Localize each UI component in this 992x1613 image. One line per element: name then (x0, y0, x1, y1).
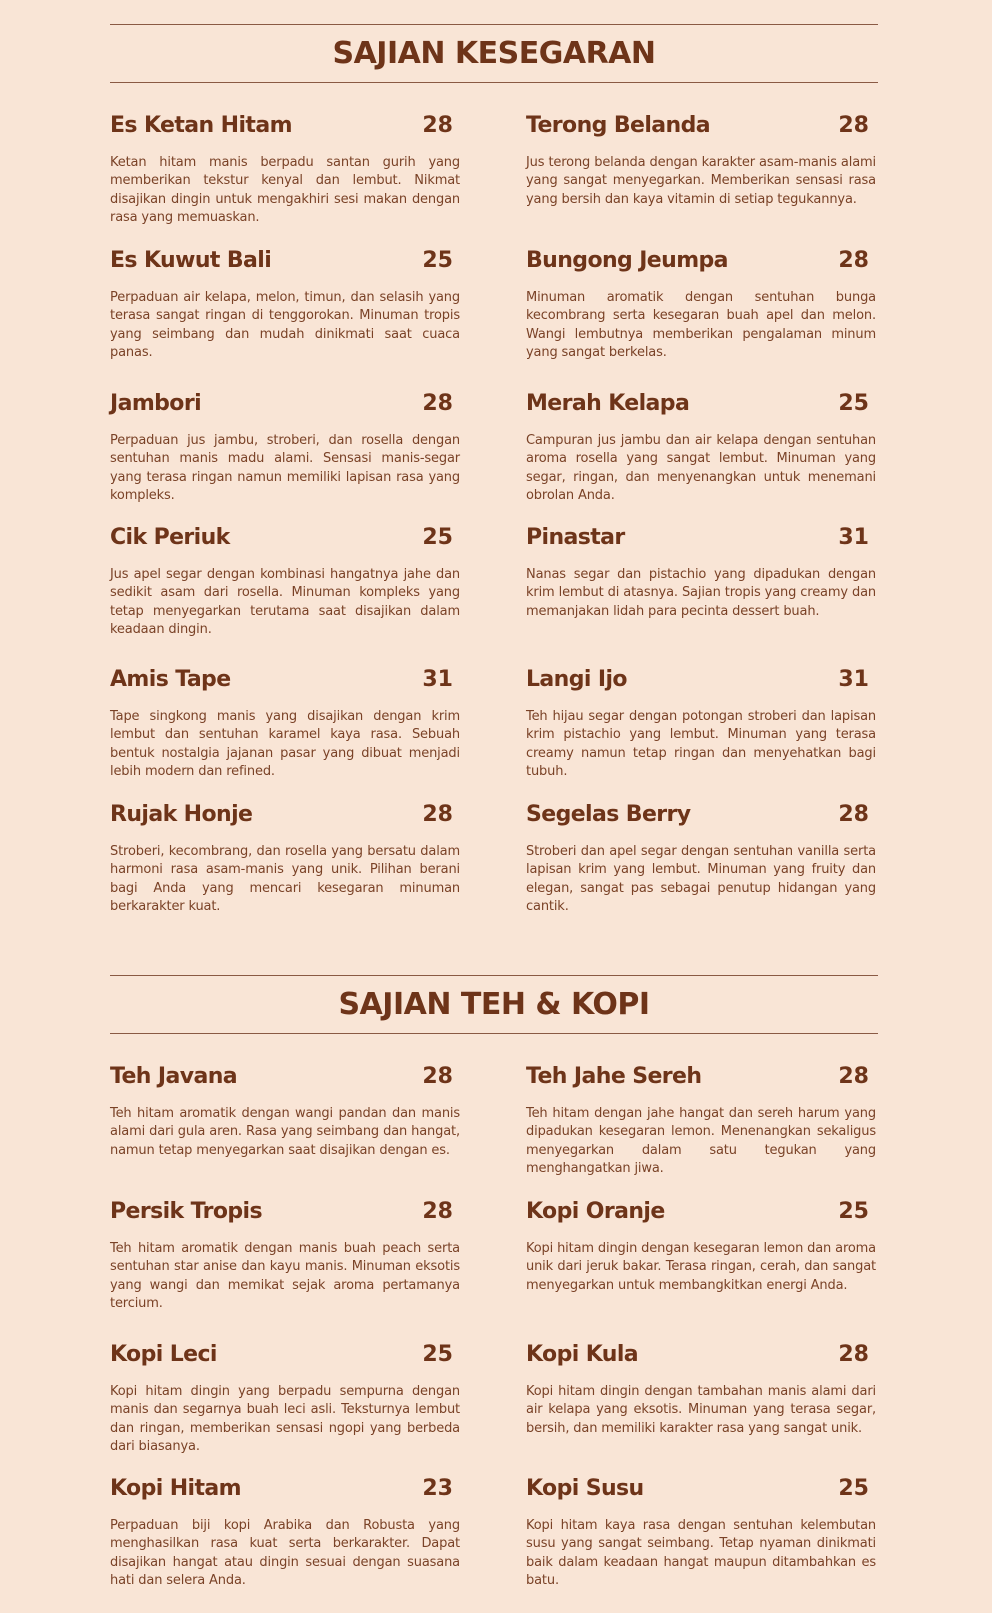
menu-item-price: 25 (838, 1476, 869, 1501)
menu-item-header (526, 1342, 869, 1375)
menu-item-es-ketan-hitam (110, 113, 460, 228)
menu-item-price: 28 (422, 802, 453, 827)
section-sajian-kesegaran (110, 24, 878, 915)
section-heading: SAJIAN TEH & KOPI (338, 987, 650, 1022)
menu-item-header (110, 1476, 453, 1509)
menu-item-price: 25 (422, 1342, 453, 1367)
menu-item-price: 28 (422, 391, 453, 416)
menu-item-name: Jambori (110, 391, 202, 416)
menu-item-description: Minuman aromatik dengan sentuhan bunga kecombrang serta kesegaran buah apel dan melon. Wangi lembutnya memberikan pengalaman minum yang sangat berkelas. (526, 290, 876, 361)
menu-item-price: 31 (422, 667, 453, 692)
menu-item-header (110, 667, 453, 700)
menu-item-description: Perpaduan air kelapa, melon, timun, dan selasih yang terasa sangat ringan di tenggorokan. Minuman tropis yang seimbang dan mudah dinikmati saat cuaca panas. (110, 290, 460, 361)
menu-item-kopi-hitam (110, 1476, 460, 1591)
menu-item-description: Kopi hitam dingin dengan tambahan manis alami dari air kelapa yang eksotis. Minuman yang terasa segar, bersih, dan memiliki karakter rasa yang sangat unik. (526, 1384, 876, 1436)
menu-item-description: Nanas segar dan pistachio yang dipadukan dengan krim lembut di atasnya. Sajian tropis yang creamy dan memanjakan lidah para pecinta dessert buah. (526, 567, 876, 619)
menu-item-terong-belanda (526, 113, 876, 209)
menu-item-name: Pinastar (526, 525, 625, 550)
menu-item-jambori (110, 391, 460, 506)
menu-item-cik-periuk (110, 525, 460, 640)
menu-item-price: 28 (422, 1199, 453, 1224)
menu-item-name: Langi Ijo (526, 667, 627, 692)
menu-item-description: Jus apel segar dengan kombinasi hangatnya jahe dan sedikit asam dari rosella. Minuman kompleks yang tetap menyegarkan terutama saat disajikan dalam keadaan dingin. (110, 567, 460, 638)
menu-item-name: Rujak Honje (110, 802, 253, 827)
menu-item-header (526, 1476, 869, 1509)
menu-item-description: Perpaduan jus jambu, stroberi, dan rosella dengan sentuhan manis madu alami. Sensasi manis-segar yang terasa ringan namun memiliki lapisan rasa yang kompleks. (110, 433, 460, 504)
section-heading-bar (110, 975, 878, 1034)
menu-item-pinastar (526, 525, 876, 621)
menu-item-description: Teh hijau segar dengan potongan stroberi dan lapisan krim pistachio yang lembut. Minuman yang terasa creamy namun tetap ringan dan menyehatkan bagi tubuh. (526, 709, 876, 780)
menu-item-name: Cik Periuk (110, 525, 230, 550)
menu-item-header (526, 1199, 869, 1232)
menu-item-price: 28 (838, 802, 869, 827)
menu-item-name: Kopi Oranje (526, 1199, 665, 1224)
menu-item-description: Kopi hitam dingin yang berpadu sempurna dengan manis dan segarnya buah leci asli. Teksturnya lembut dan ringan, memberikan sensasi ngopi yang berbeda dari biasanya. (110, 1384, 460, 1455)
menu-item-name: Teh Javana (110, 1064, 238, 1089)
menu-item-teh-javana (110, 1064, 460, 1160)
menu-item-name: Segelas Berry (526, 802, 691, 827)
menu-item-description: Teh hitam aromatik dengan manis buah peach serta sentuhan star anise dan kayu manis. Minuman eksotis yang wangi dan memikat sejak aroma pertamanya tercium. (110, 1241, 460, 1312)
menu-item-name: Teh Jahe Sereh (526, 1064, 702, 1089)
menu-item-merah-kelapa (526, 391, 876, 506)
menu-item-name: Amis Tape (110, 667, 231, 692)
menu-item-price: 25 (422, 525, 453, 550)
menu-item-header (526, 1064, 869, 1097)
menu-item-description: Tape singkong manis yang disajikan dengan krim lembut dan sentuhan karamel kaya rasa. Sebuah bentuk nostalgia jajanan pasar yang dibuat menjadi lebih modern dan refined. (110, 709, 460, 780)
menu-item-description: Teh hitam dengan jahe hangat dan sereh harum yang dipadukan kesegaran lemon. Menenangkan sekaligus menyegarkan dalam satu tegukan yang menghangatkan jiwa. (526, 1106, 876, 1177)
menu-item-name: Merah Kelapa (526, 391, 690, 416)
section-heading: SAJIAN KESEGARAN (332, 36, 656, 71)
menu-item-header (526, 802, 869, 835)
menu-item-description: Stroberi dan apel segar dengan sentuhan vanilla serta lapisan krim yang lembut. Minuman yang fruity dan elegan, sangat pas sebagai penutup hidangan yang cantik. (526, 844, 876, 915)
menu-item-rujak-honje (110, 802, 460, 917)
menu-item-description: Campuran jus jambu dan air kelapa dengan sentuhan aroma rosella yang sangat lembut. Minuman yang segar, ringan, dan menyenangkan untuk menemani obrolan Anda. (526, 433, 876, 504)
menu-item-segelas-berry (526, 802, 876, 917)
menu-item-price: 31 (838, 525, 869, 550)
menu-item-price: 28 (838, 1064, 869, 1089)
menu-item-name: Es Ketan Hitam (110, 113, 292, 138)
menu-item-description: Stroberi, kecombrang, dan rosella yang bersatu dalam harmoni rasa asam-manis yang unik. Pilihan berani bagi Anda yang mencari kesegaran minuman berkarakter kuat. (110, 844, 460, 915)
menu-item-price: 23 (422, 1476, 453, 1501)
menu-item-description: Jus terong belanda dengan karakter asam-manis alami yang sangat menyegarkan. Memberikan sensasi rasa yang bersih dan kaya vitamin di setiap tegukannya. (526, 155, 876, 207)
menu-item-price: 31 (838, 667, 869, 692)
menu-item-amis-tape (110, 667, 460, 782)
menu-item-name: Kopi Kula (526, 1342, 639, 1367)
menu-item-langi-ijo (526, 667, 876, 782)
menu-item-es-kuwut-bali (110, 248, 460, 363)
menu-item-kopi-oranje (526, 1199, 876, 1295)
menu-item-header (526, 525, 869, 558)
menu-item-name: Terong Belanda (526, 113, 710, 138)
menu-item-name: Kopi Hitam (110, 1476, 241, 1501)
menu-item-name: Es Kuwut Bali (110, 248, 272, 273)
menu-item-price: 28 (838, 248, 869, 273)
menu-item-header (110, 113, 453, 146)
menu-item-header (110, 248, 453, 281)
menu-item-price: 25 (838, 391, 869, 416)
menu-item-header (526, 113, 869, 146)
menu-item-header (526, 391, 869, 424)
menu-item-description: Ketan hitam manis berpadu santan gurih yang memberikan tekstur kenyal dan lembut. Nikmat disajikan dingin untuk mengakhiri sesi makan dengan rasa yang memuaskan. (110, 155, 460, 226)
menu-item-name: Kopi Leci (110, 1342, 217, 1367)
menu-item-kopi-leci (110, 1342, 460, 1457)
menu-item-description: Kopi hitam dingin dengan kesegaran lemon dan aroma unik dari jeruk bakar. Terasa ringan, cerah, dan sangat menyegarkan untuk membangkitkan energi Anda. (526, 1241, 876, 1293)
menu-item-header (110, 1199, 453, 1232)
menu-item-header (526, 667, 869, 700)
menu-item-price: 28 (838, 1342, 869, 1367)
menu-item-name: Persik Tropis (110, 1199, 262, 1224)
menu-item-header (110, 391, 453, 424)
menu-item-kopi-kula (526, 1342, 876, 1438)
menu-item-header (526, 248, 869, 281)
menu-item-header (110, 1342, 453, 1375)
menu-item-teh-jahe-sereh (526, 1064, 876, 1179)
menu-item-persik-tropis (110, 1199, 460, 1314)
menu-item-name: Bungong Jeumpa (526, 248, 728, 273)
menu-item-description: Perpaduan biji kopi Arabika dan Robusta yang menghasilkan rasa kuat serta berkarakter. Dapat disajikan hangat atau dingin sesuai dengan suasana hati dan selera Anda. (110, 1518, 460, 1589)
section-sajian-teh-kopi (110, 975, 878, 1589)
menu-item-name: Kopi Susu (526, 1476, 644, 1501)
menu-item-header (110, 802, 453, 835)
menu-item-header (110, 525, 453, 558)
menu-item-header (110, 1064, 453, 1097)
menu-item-price: 28 (422, 113, 453, 138)
section-heading-bar (110, 24, 878, 83)
menu-item-kopi-susu (526, 1476, 876, 1591)
menu-item-description: Kopi hitam kaya rasa dengan sentuhan kelembutan susu yang sangat seimbang. Tetap nyaman dinikmati baik dalam keadaan hangat maupun ditambahkan es batu. (526, 1518, 876, 1589)
menu-item-price: 25 (838, 1199, 869, 1224)
menu-item-description: Teh hitam aromatik dengan wangi pandan dan manis alami dari gula aren. Rasa yang seimbang dan hangat, namun tetap menyegarkan saat disajikan dengan es. (110, 1106, 460, 1158)
menu-item-price: 28 (838, 113, 869, 138)
menu-item-price: 25 (422, 248, 453, 273)
menu-item-bungong-jeumpa (526, 248, 876, 363)
menu-item-price: 28 (422, 1064, 453, 1089)
